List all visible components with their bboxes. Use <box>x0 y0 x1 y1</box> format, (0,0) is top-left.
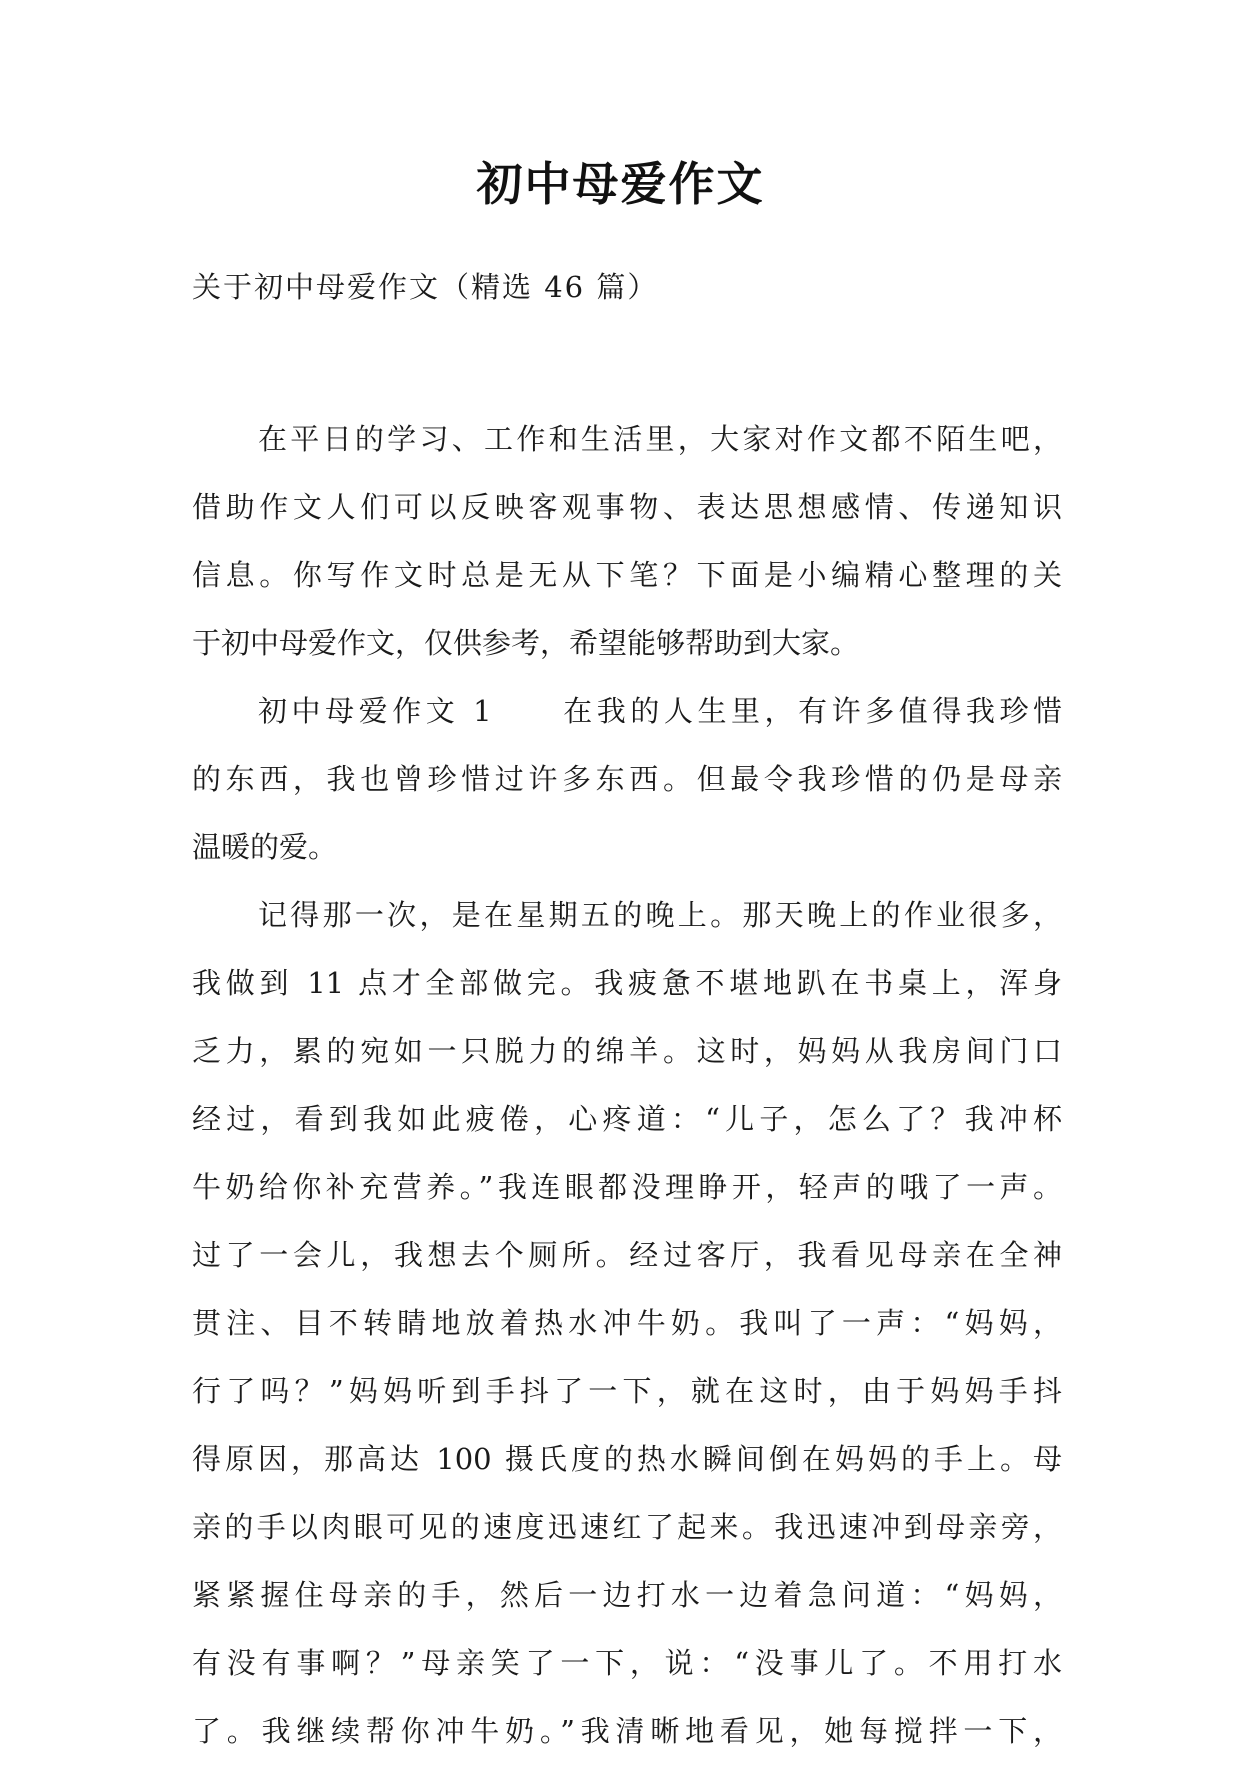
text-line: 了。我继续帮你冲牛奶。”我清晰地看见，她每搅拌一下， <box>192 1714 1062 1748</box>
text-line: 于初中母爱作文，仅供参考，希望能够帮助到大家。 <box>192 626 860 660</box>
text-line: 过了一会儿，我想去个厕所。经过客厅，我看见母亲在全神 <box>192 1238 1062 1272</box>
text-line: 得原因，那高达 100 摄氏度的热水瞬间倒在妈妈的手上。母 <box>192 1442 1062 1476</box>
text-line: 贯注、目不转睛地放着热水冲牛奶。我叫了一声：“妈妈， <box>192 1306 1062 1340</box>
text-line: 行了吗？”妈妈听到手抖了一下，就在这时，由于妈妈手抖 <box>192 1374 1062 1408</box>
document-title: 初中母爱作文 <box>476 157 765 211</box>
text-line: 紧紧握住母亲的手，然后一边打水一边着急问道：“妈妈， <box>192 1578 1062 1612</box>
text-line: 在平日的学习、工作和生活里，大家对作文都不陌生吧， <box>258 422 1062 456</box>
text-line: 亲的手以肉眼可见的速度迅速红了起来。我迅速冲到母亲旁， <box>192 1510 1062 1544</box>
text-line: 的东西，我也曾珍惜过许多东西。但最令我珍惜的仍是母亲 <box>192 762 1062 796</box>
text-line: 有没有事啊？”母亲笑了一下，说：“没事儿了。不用打水 <box>192 1646 1062 1680</box>
text-line: 牛奶给你补充营养。”我连眼都没理睁开，轻声的哦了一声。 <box>192 1170 1062 1204</box>
document-subtitle: 关于初中母爱作文（精选 46 篇） <box>192 270 659 304</box>
text-line: 初中母爱作文 1 在我的人生里，有许多值得我珍惜 <box>258 694 1062 728</box>
text-line: 信息。你写作文时总是无从下笔？下面是小编精心整理的关 <box>192 558 1062 592</box>
text-line: 乏力，累的宛如一只脱力的绵羊。这时，妈妈从我房间门口 <box>192 1034 1062 1068</box>
text-line: 温暖的爱。 <box>192 830 338 864</box>
text-line: 经过，看到我如此疲倦，心疼道：“儿子，怎么了？我冲杯 <box>192 1102 1062 1136</box>
text-line: 借助作文人们可以反映客观事物、表达思想感情、传递知识 <box>192 490 1062 524</box>
text-line: 我做到 11 点才全部做完。我疲惫不堪地趴在书桌上，浑身 <box>192 966 1062 1000</box>
document-body <box>192 405 1062 1765</box>
text-line: 记得那一次，是在星期五的晚上。那天晚上的作业很多， <box>258 898 1062 932</box>
